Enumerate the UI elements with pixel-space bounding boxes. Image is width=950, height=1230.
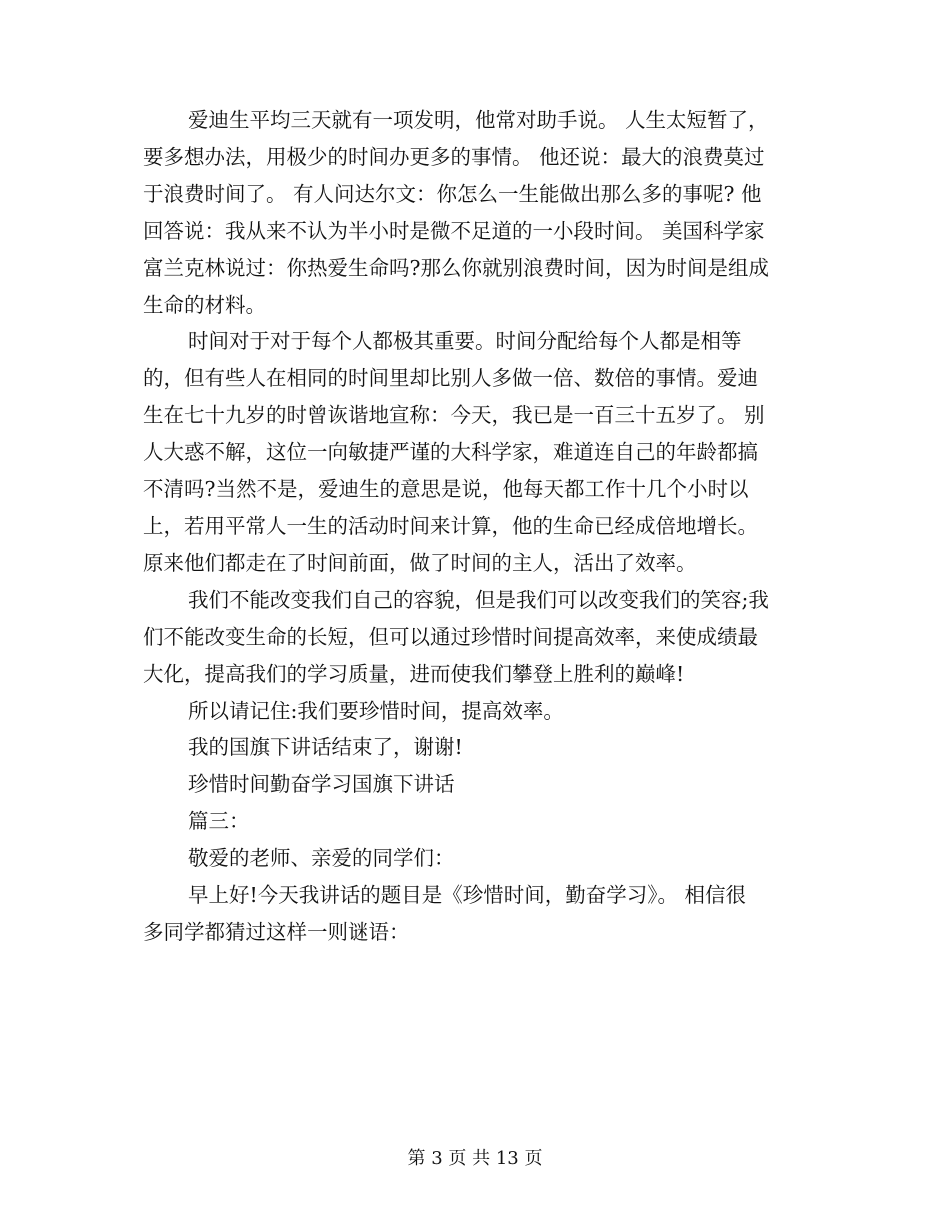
paragraph-7	[143, 803, 808, 840]
text-line: 敬爱的老师、亲爱的同学们：	[188, 846, 455, 871]
text-line: 珍惜时间勤奋学习国旗下讲话	[188, 772, 455, 797]
text-line: 我的国旗下讲话结束了，谢谢!	[188, 735, 463, 760]
text-line: 不清吗?当然不是，爱迪生的意思是说，他每天都工作十几个小时以	[143, 477, 749, 502]
paragraph-2	[143, 323, 808, 581]
text-line: 早上好!今天我讲话的题目是《珍惜时间，勤奋学习》。 相信很	[188, 883, 747, 908]
text-line: 富兰克林说过：你热爱生命吗?那么你就别浪费时间，因为时间是组成	[143, 255, 769, 280]
text-line: 上，若用平常人一生的活动时间来计算，他的生命已经成倍地增长。	[143, 513, 758, 538]
text-line: 人大惑不解，这位一向敏捷严谨的大科学家，难道连自己的年龄都搞	[143, 440, 758, 465]
paragraph-4	[143, 693, 808, 730]
text-line: 回答说：我从来不认为半小时是微不足道的一小段时间。 美国科学家	[143, 218, 765, 243]
text-line: 我们不能改变我们自己的容貌，但是我们可以改变我们的笑容;我	[188, 587, 769, 612]
text-line: 时间对于对于每个人都极其重要。时间分配给每个人都是相等	[188, 329, 742, 354]
text-line: 们不能改变生命的长短，但可以通过珍惜时间提高效率，来使成绩最	[143, 624, 758, 649]
text-line: 生命的材料。	[143, 292, 266, 317]
paragraph-3	[143, 582, 808, 693]
paragraph-1	[143, 102, 808, 323]
text-line: 篇三：	[188, 809, 250, 834]
page-number-footer: 第 3 页 共 13 页	[407, 1148, 543, 1169]
text-line: 原来他们都走在了时间前面，做了时间的主人，活出了效率。	[143, 550, 697, 575]
text-line: 所以请记住:我们要珍惜时间，提高效率。	[188, 698, 564, 723]
text-line: 大化，提高我们的学习质量，进而使我们攀登上胜利的巅峰!	[143, 661, 685, 686]
text-line: 多同学都猜过这样一则谜语：	[143, 919, 410, 944]
text-line: 爱迪生平均三天就有一项发明，他常对助手说。 人生太短暂了，	[188, 108, 769, 132]
body-text	[143, 102, 808, 951]
text-line: 生在七十九岁的时曾诙谐地宣称：今天，我已是一百三十五岁了。 别	[143, 403, 765, 428]
paragraph-5	[143, 729, 808, 766]
paragraph-9	[143, 877, 808, 951]
text-line: 要多想办法，用极少的时间办更多的事情。 他还说：最大的浪费莫过	[143, 144, 765, 169]
text-line: 的，但有些人在相同的时间里却比别人多做一倍、数倍的事情。爱迪	[143, 366, 758, 391]
paragraph-6	[143, 766, 808, 803]
paragraph-8	[143, 840, 808, 877]
text-line: 于浪费时间了。 有人问达尔文：你怎么一生能做出那么多的事呢? 他	[143, 181, 762, 206]
